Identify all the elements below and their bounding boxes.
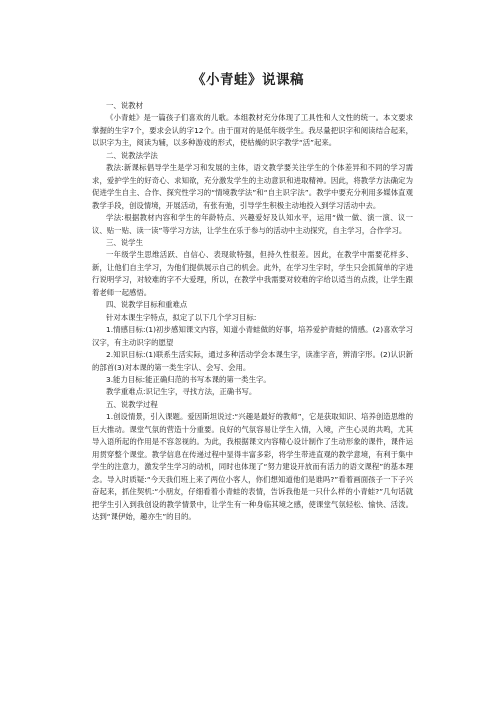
paragraph: 教学重难点:识记生字，寻找方法，正确书写。: [106, 387, 257, 397]
section-heading: 四、说教学目标和重难点: [106, 300, 188, 310]
paragraph: 1.创设情景，引入课题。爱因斯坦说过:“兴趣是最好的教师”，它是获取知识、培养创造思维的巨大推动。课堂气氛的营造十分重要。良好的气氛容易让学生入情，入境，产生心灵的共鸣，尤其导入语所起的作用是不容忽视的。为此，我根据课文内容精心设计制作了生动形象的课件，课件运用贯穿整个课堂。教学信息在传递过程中显得丰富多彩，将学生带进直观的教学意境，有利于集中学生的注意力，激发学生学习的动机，同时也体现了“努力建设开放而有活力的语文课程”的基本理念。导入时质疑:“今天我们班上来了两位小客人，你们想知道他们是谁吗?”看着画面孩子一下子兴奋起来，抓住契机:“小朋友，仔细看着小青蛙的表情，告诉我他是一只什么样的小青蛙?”几句话就把学生引入到我创设的教学情景中，让学生有一种身临其境之感，使课堂气氛轻松、愉快、活泼。达到“课伊始，趣亦生”的目的。: [92, 412, 413, 521]
paragraph: 2.知识目标:(1)联系生活实际，通过多种活动学会本课生字，读准字音，辨清字形。(2)认识新的部首(3)对本课的第一类生字认、会写、会用。: [92, 350, 413, 372]
paragraph: 教法:新课标倡导学生是学习和发展的主体，语文教学要关注学生的个体差异和不同的学习需求，爱护学生的好奇心、求知欲，充分激发学生的主动意识和进取精神。因此，将教学方法确定为促进学生自主、合作、探究性学习的“情境教学法”和“自主识字法”。教学中要充分利用多媒体直观教学手段，创设情境，开展活动，有张有弛，引导学生积极主动地投入到学习活动中去。: [92, 163, 413, 210]
paragraph: 学法:根据教材内容和学生的年龄特点、兴趣爱好及认知水平，运用“做一做、演一演、议一议、贴一贴、读一读”等学习方法，让学生在乐于参与的活动中主动探究，自主学习，合作学习。: [92, 213, 413, 235]
paragraph: 1.情感目标:(1)初步感知课文内容，知道小青蛙做的好事，培养爱护青蛙的情感。(2)喜欢学习汉字，有主动识字的愿望: [92, 325, 413, 347]
section-heading: 二、说教法学法: [106, 150, 158, 160]
document-title: 《小青蛙》说课稿: [192, 72, 304, 88]
section-heading: 一、说教材: [106, 101, 143, 110]
paragraph: 《小青蛙》是一篇孩子们喜欢的儿歌。本组教材充分体现了工具性和人文性的统一。本文要求掌握的生字7个，要求会认的字12个。由于面对的是低年级学生。我尽量把识字和阅读结合起来，以识字为主，阅读为辅，以多种游戏的形式，使枯燥的识字教学“活”起来。: [92, 113, 413, 148]
section-heading: 三、说学生: [106, 237, 143, 247]
document-body: [92, 100, 413, 523]
paragraph: 3.能力目标:能正确归范的书写本课的第一类生字。: [106, 374, 271, 384]
paragraph: 一年级学生思维活跃、自信心、表现欲特强，但持久性很差。因此，在教学中需要花样多、新，让他们自主学习，为他们提供展示自己的机会。此外，在学习生字时，学生只会抓简单的字进行说明学习，对较难的字不大爱理，所以，在教学中我需要对较难的字给以适当的点拨，让学生跟着老师一起感悟。: [92, 250, 413, 297]
section-heading: 五、说教学过程: [106, 399, 158, 409]
paragraph: 针对本课生字特点，拟定了以下几个学习目标:: [106, 312, 257, 322]
